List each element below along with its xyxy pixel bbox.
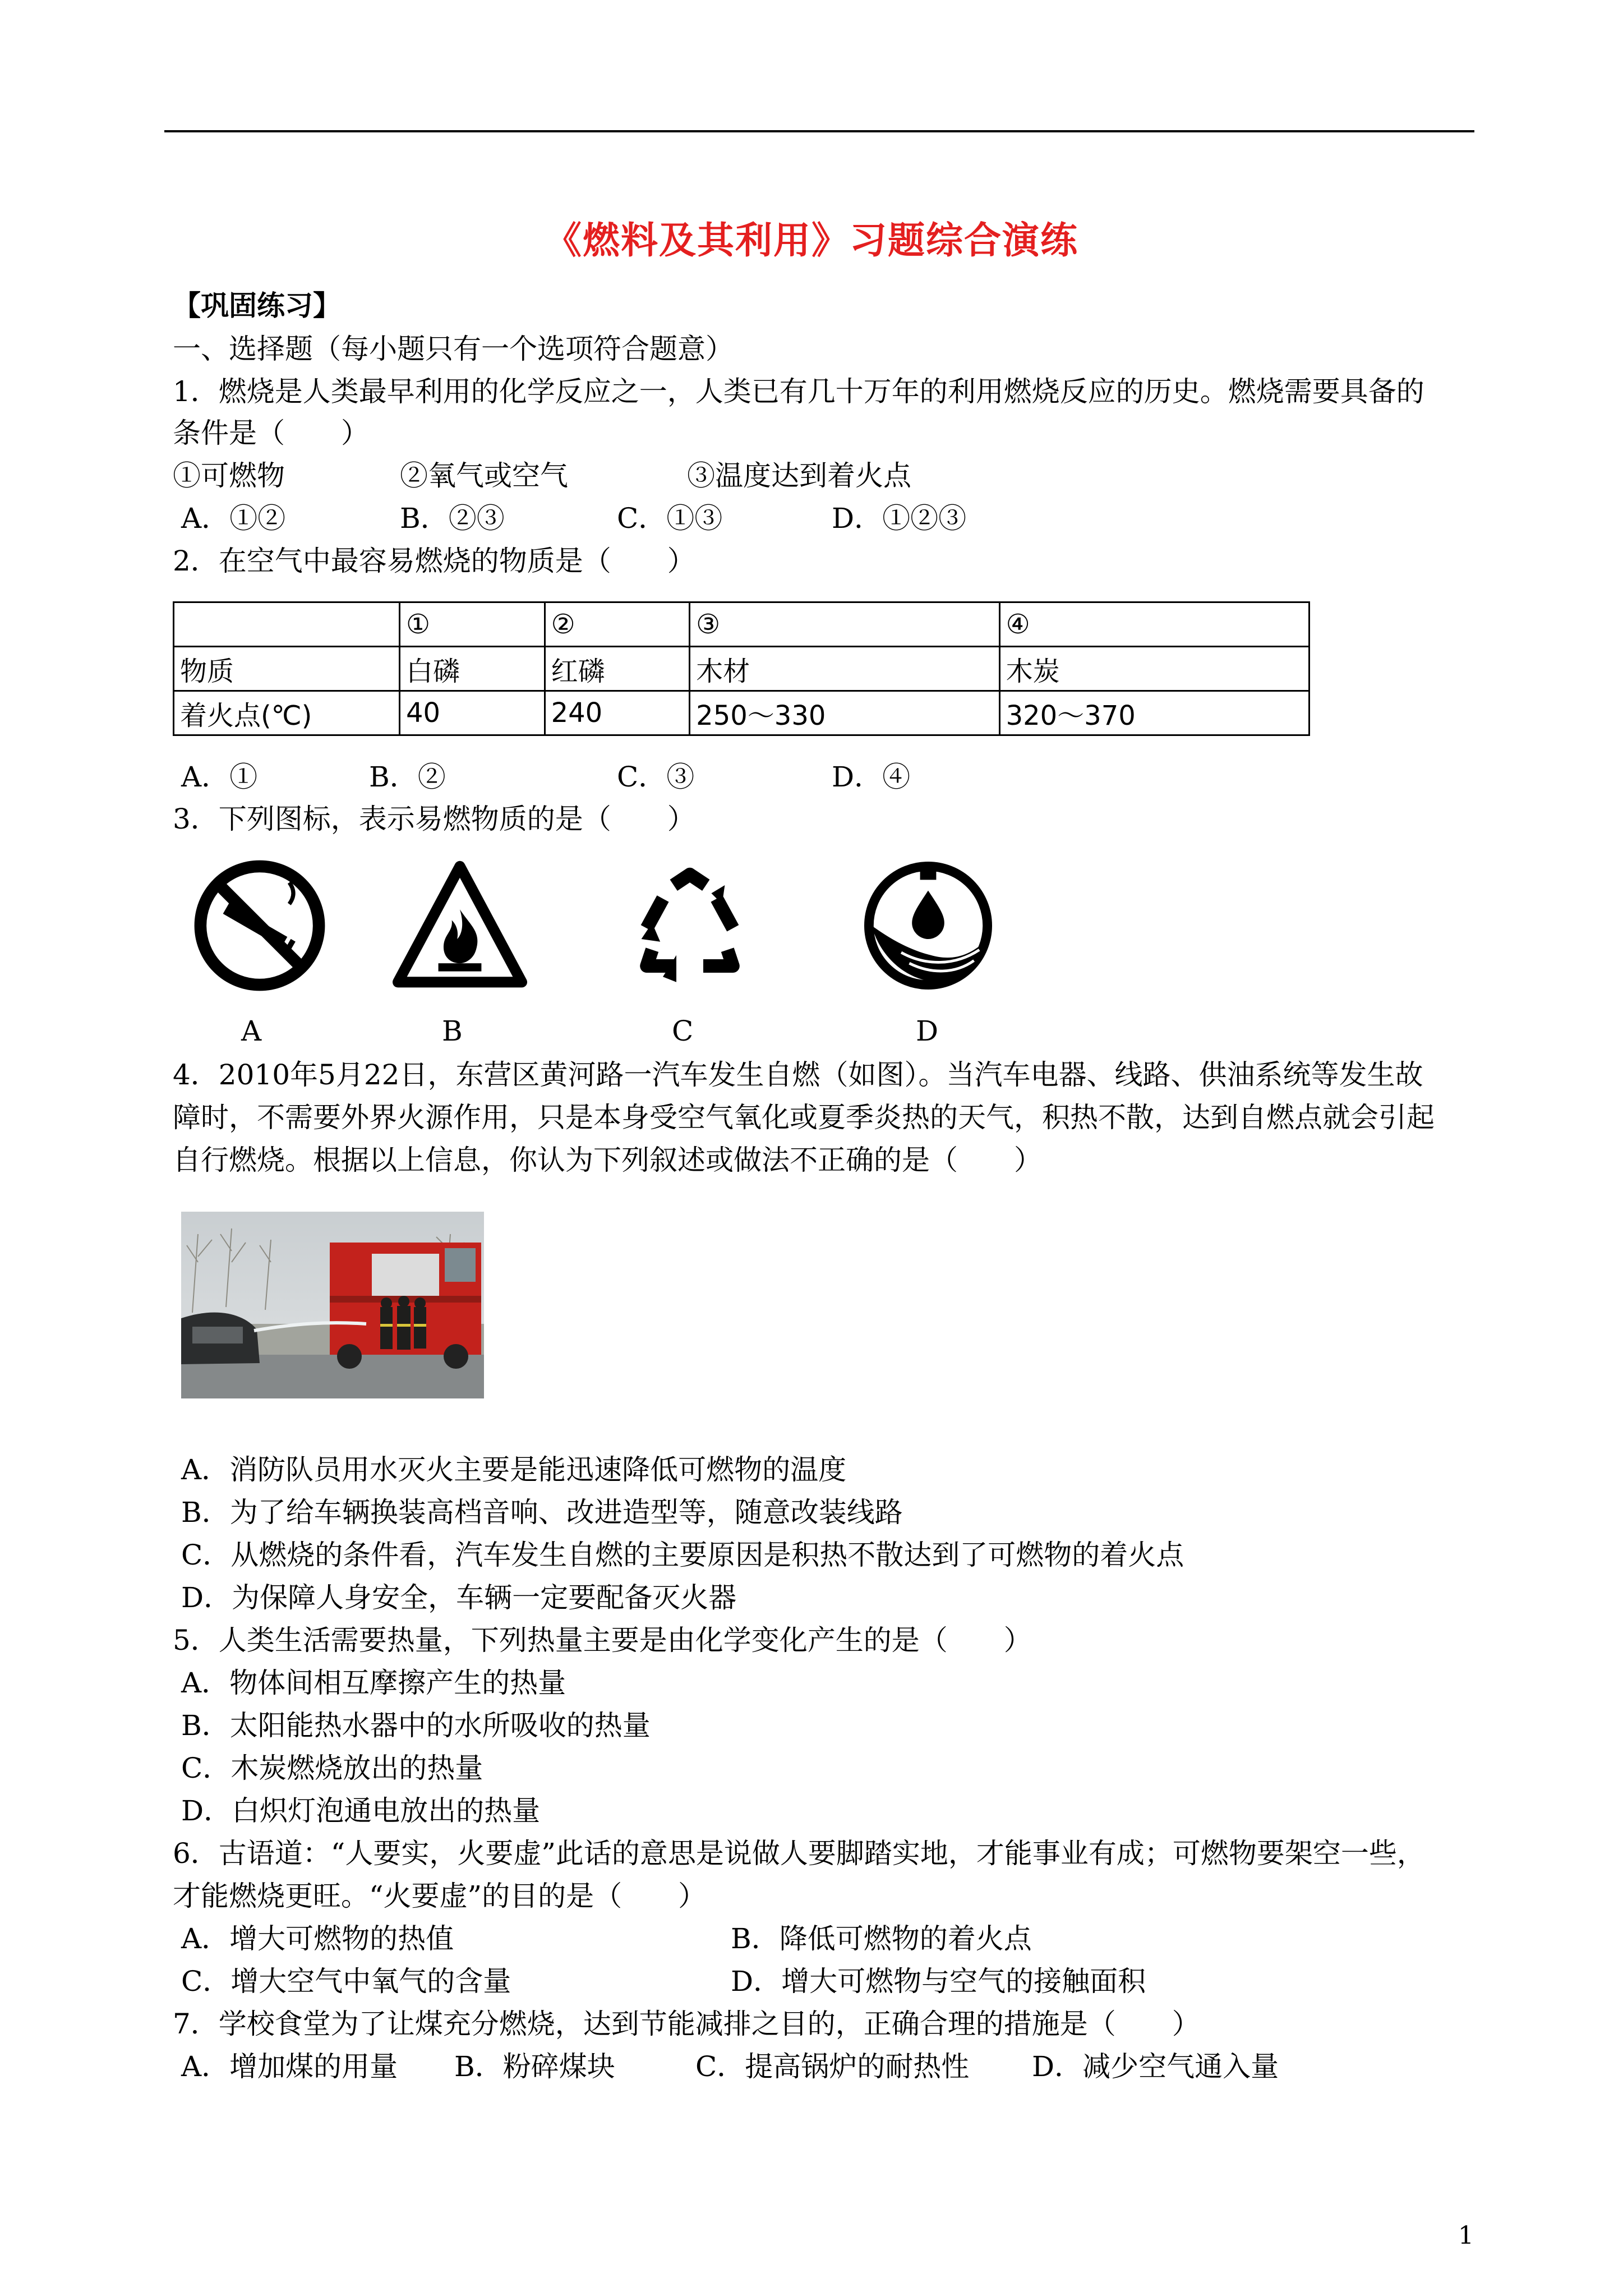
q1-condition-3: ③温度达到着火点	[687, 459, 911, 492]
table-cell: ④	[999, 602, 1309, 647]
q1-option-c: C．①③	[617, 502, 723, 535]
q4-stem-line1: 4．2010年5月22日，东营区黄河路一汽车发生自燃（如图）。当汽车电器、线路、供油系统等发生故	[173, 1059, 1423, 1091]
page-number: 1	[1458, 2221, 1474, 2250]
q7-option-b: B．粉碎煤块	[454, 2050, 615, 2083]
q1-condition-2: ②氧气或空气	[400, 459, 568, 492]
q6-option-d: D．增大可燃物与空气的接触面积	[731, 1965, 1146, 1998]
ignition-point-table	[173, 601, 1310, 736]
table-cell: 240	[545, 691, 690, 735]
q3-label-a: A	[241, 1015, 262, 1047]
table-row	[174, 691, 1310, 735]
q4-option-d: D．为保障人身安全，车辆一定要配备灭火器	[181, 1581, 737, 1614]
q2-option-d: D．④	[832, 761, 911, 793]
q7-option-d: D．减少空气通入量	[1032, 2050, 1279, 2083]
q7-option-a: A．增加煤的用量	[181, 2050, 398, 2083]
table-cell: 物质	[174, 647, 400, 691]
table-cell	[174, 602, 400, 647]
q4-option-a: A．消防队员用水灭火主要是能迅速降低可燃物的温度	[181, 1453, 847, 1486]
q5-option-a: A．物体间相互摩擦产生的热量	[181, 1667, 566, 1699]
table-header-row	[174, 602, 1310, 647]
table-cell: ②	[545, 602, 690, 647]
table-cell: 白磷	[400, 647, 545, 691]
recycle-icon	[623, 858, 757, 993]
q3-label-d: D	[916, 1015, 939, 1047]
table-cell: 木炭	[999, 647, 1309, 691]
q5-option-b: B．太阳能热水器中的水所吸收的热量	[181, 1709, 651, 1742]
q3-label-c: C	[672, 1015, 694, 1047]
q1-stem-line2: 条件是（ ）	[173, 417, 369, 449]
header-rule	[164, 130, 1474, 132]
q7-stem: 7．学校食堂为了让煤充分燃烧，达到节能减排之目的，正确合理的措施是（ ）	[173, 2008, 1200, 2040]
q1-condition-1: ①可燃物	[173, 459, 285, 492]
part-heading: 一、选择题（每小题只有一个选项符合题意）	[173, 333, 734, 365]
table-cell: 红磷	[545, 647, 690, 691]
q6-option-a: A．增大可燃物的热值	[181, 1922, 454, 1955]
table-cell: 250～330	[690, 691, 999, 735]
q1-option-b: B．②③	[400, 502, 505, 535]
q4-option-b: B．为了给车辆换装高档音响、改进造型等，随意改装线路	[181, 1496, 903, 1529]
q5-option-d: D．白炽灯泡通电放出的热量	[181, 1795, 541, 1827]
fire-truck-photo	[181, 1212, 484, 1398]
table-cell: 着火点(℃)	[174, 691, 400, 735]
q2-option-c: C．③	[617, 761, 695, 793]
q1-option-d: D．①②③	[832, 502, 967, 535]
section-heading: 【巩固练习】	[173, 289, 341, 322]
q2-stem: 2．在空气中最容易燃烧的物质是（ ）	[173, 545, 695, 577]
table-cell: ③	[690, 602, 999, 647]
water-saving-icon	[861, 858, 995, 993]
q7-option-c: C．提高锅炉的耐热性	[695, 2050, 970, 2083]
q4-option-c: C．从燃烧的条件看，汽车发生自燃的主要原因是积热不散达到了可燃物的着火点	[181, 1539, 1184, 1571]
flammable-warning-icon	[393, 858, 527, 993]
table-cell: 320～370	[999, 691, 1309, 735]
table-cell: ①	[400, 602, 545, 647]
q5-stem: 5．人类生活需要热量，下列热量主要是由化学变化产生的是（ ）	[173, 1624, 1032, 1657]
no-smoking-icon	[192, 858, 327, 993]
table-cell: 木材	[690, 647, 999, 691]
q5-option-c: C．木炭燃烧放出的热量	[181, 1752, 483, 1784]
q4-stem-line2: 障时，不需要外界火源作用，只是本身受空气氧化或夏季炎热的天气，积热不散，达到自燃点就会引起	[173, 1101, 1435, 1134]
q6-option-c: C．增大空气中氧气的含量	[181, 1965, 511, 1998]
q6-option-b: B．降低可燃物的着火点	[731, 1922, 1032, 1955]
q4-stem-line3: 自行燃烧。根据以上信息，你认为下列叙述或做法不正确的是（ ）	[173, 1144, 1042, 1176]
q6-stem-line1: 6．古语道：“人要实，火要虚”此话的意思是说做人要脚踏实地，才能事业有成；可燃物要架空一些，	[173, 1837, 1425, 1870]
table-cell: 40	[400, 691, 545, 735]
q1-stem-line1: 1．燃烧是人类最早利用的化学反应之一，人类已有几十万年的利用燃烧反应的历史。燃烧需要具备的	[173, 375, 1424, 408]
q2-option-b: B．②	[369, 761, 446, 793]
q1-option-a: A．①②	[181, 502, 286, 535]
q3-label-b: B	[442, 1015, 463, 1047]
q2-option-a: A．①	[181, 761, 258, 793]
q6-stem-line2: 才能燃烧更旺。“火要虚”的目的是（ ）	[173, 1880, 707, 1912]
q3-stem: 3．下列图标，表示易燃物质的是（ ）	[173, 803, 695, 835]
table-row	[174, 647, 1310, 691]
page-title: 《燃料及其利用》习题综合演练	[545, 218, 1078, 262]
